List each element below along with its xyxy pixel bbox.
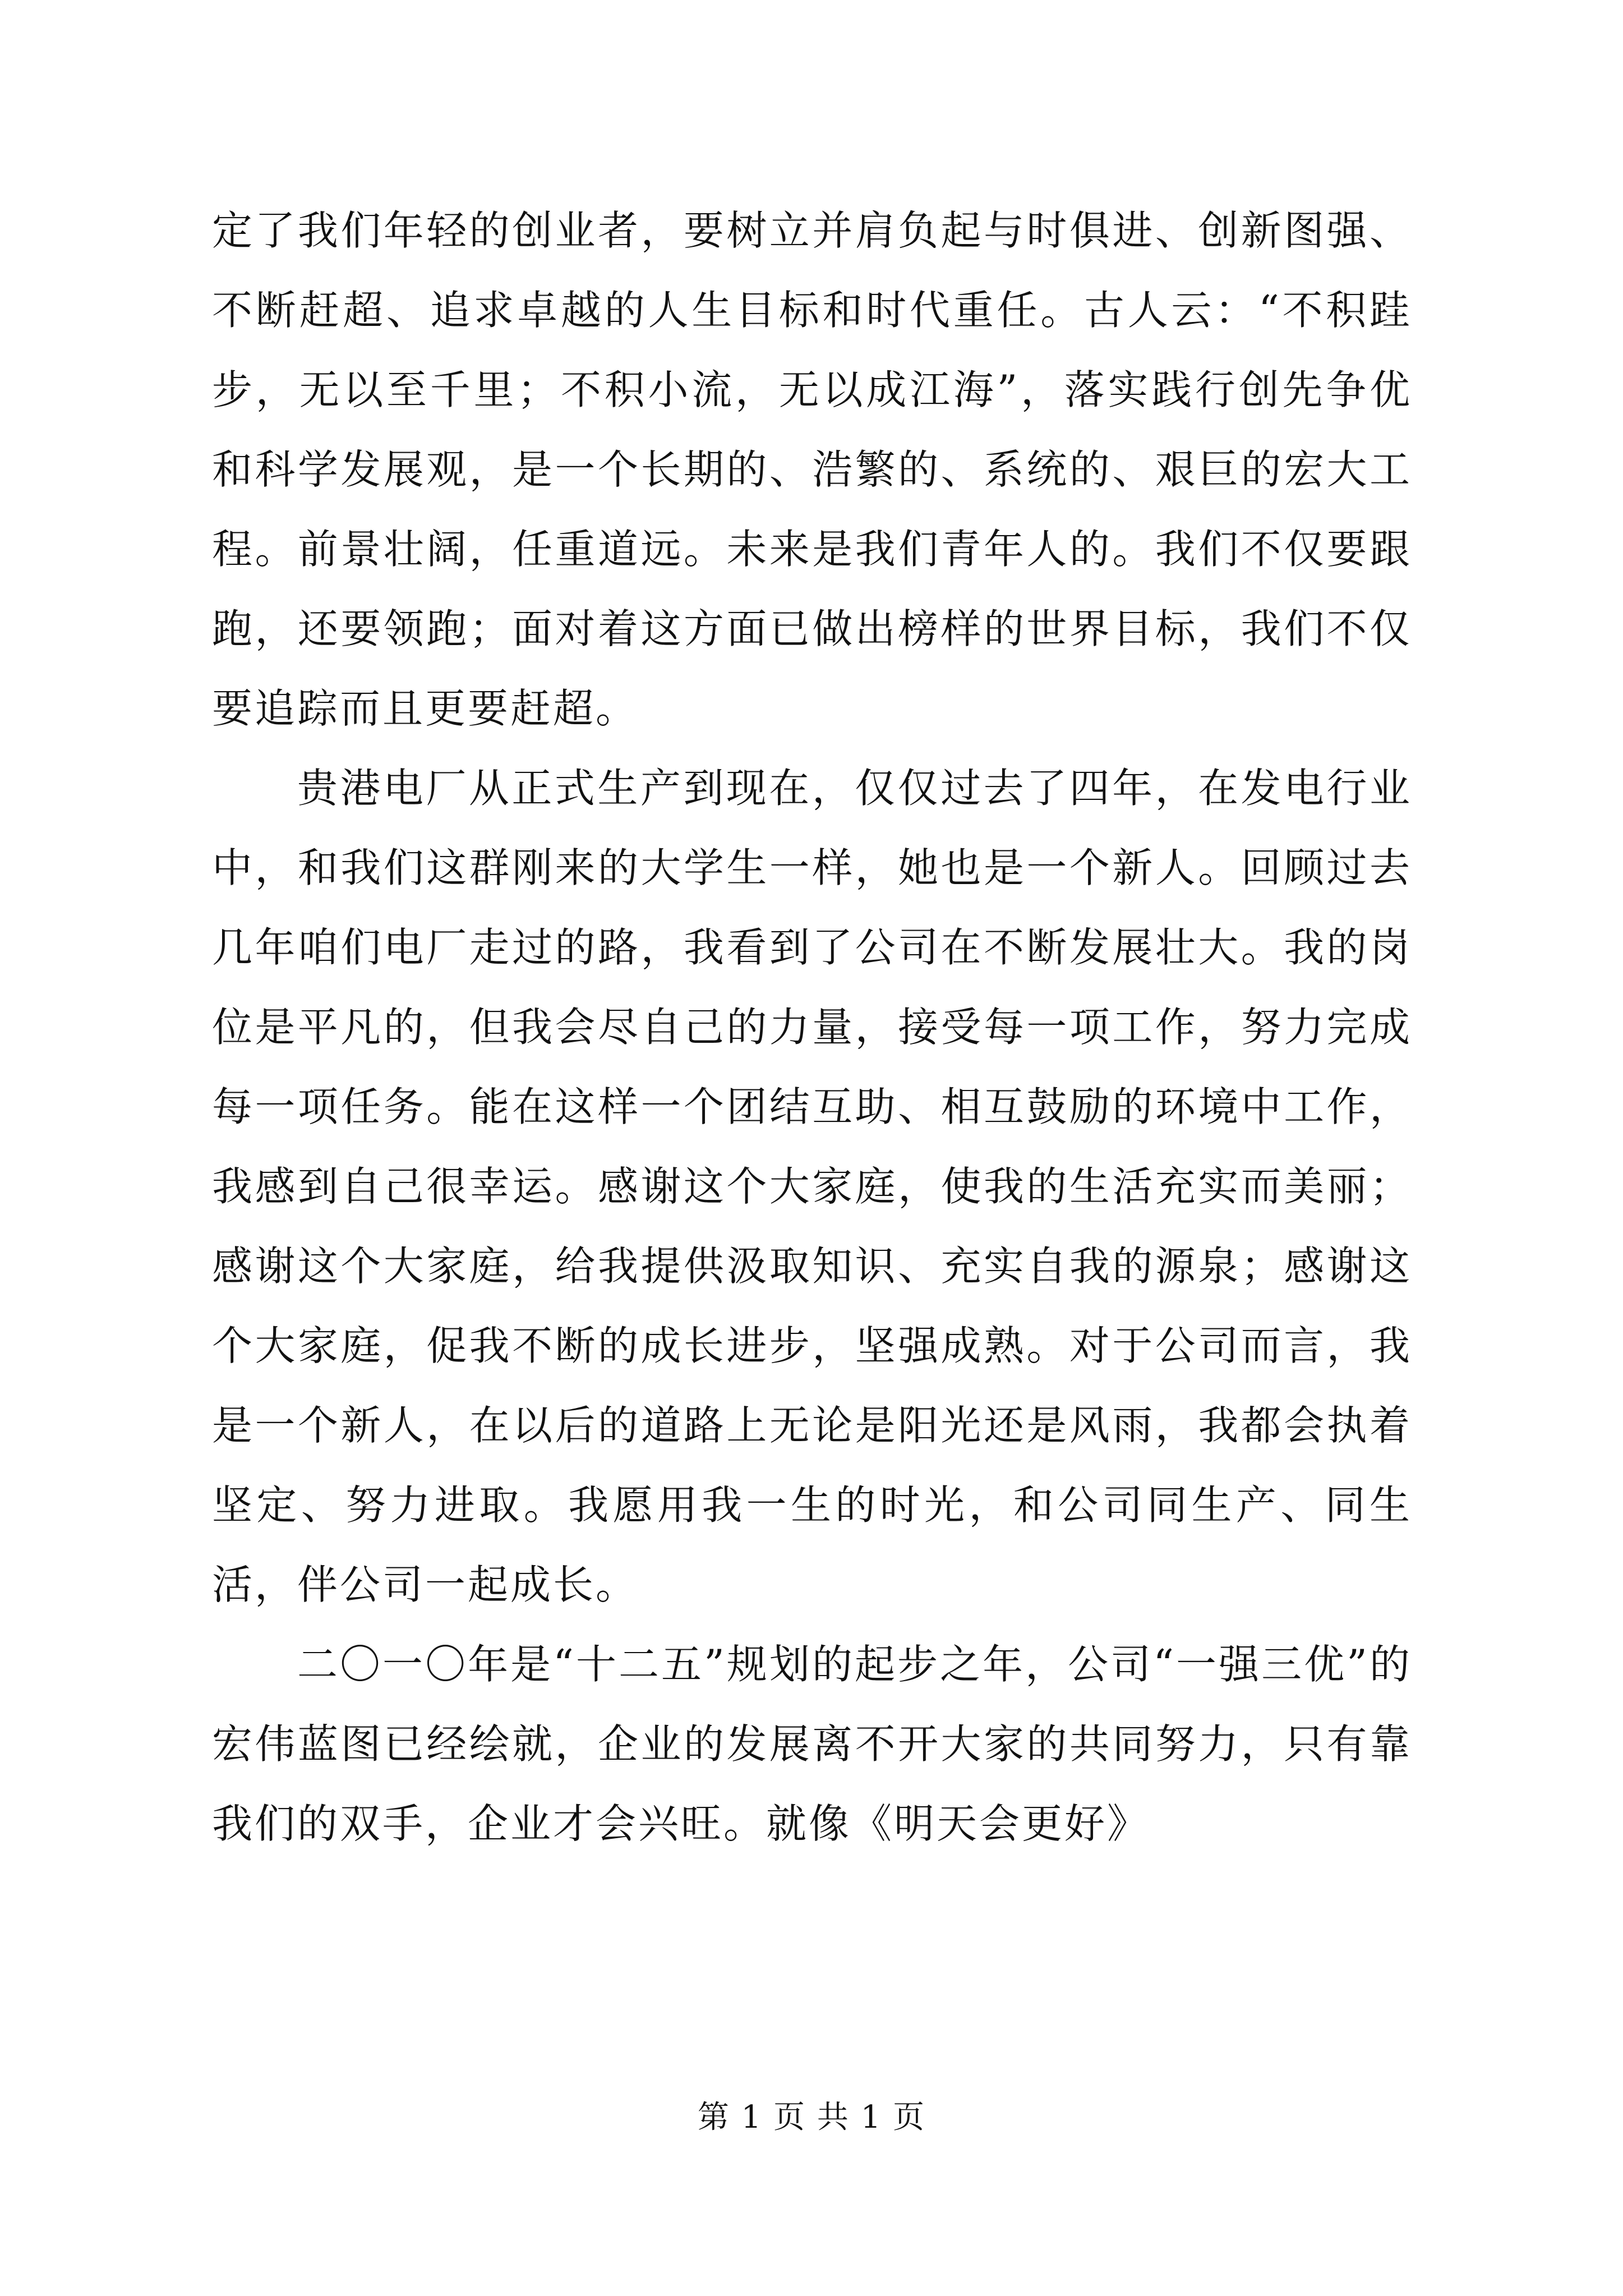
document-body — [212, 191, 1412, 1864]
paragraph-3: 二〇一〇年是“十二五”规划的起步之年，公司“一强三优”的宏伟蓝图已经绘就，企业的发展离不开大家的共同努力，只有靠我们的双手，企业才会兴旺。就像《明天会更好》 — [212, 1641, 1412, 1847]
page-footer: 第 1 页 共 1 页 — [697, 2099, 926, 2136]
paragraph-1: 定了我们年轻的创业者，要树立并肩负起与时俱进、创新图强、不断赶超、追求卓越的人生目标和时代重任。古人云：“不积跬步，无以至千里；不积小流，无以成江海”，落实践行创先争优和科学发展观，是一个长期的、浩繁的、系统的、艰巨的宏大工程。前景壮阔，任重道远。未来是我们青年人的。我们不仅要跟跑，还要领跑；面对着这方面已做出榜样的世界目标，我们不仅要追踪而且更要赶超。 — [212, 207, 1412, 732]
paragraph-2: 贵港电厂从正式生产到现在，仅仅过去了四年，在发电行业中，和我们这群刚来的大学生一样，她也是一个新人。回顾过去几年咱们电厂走过的路，我看到了公司在不断发展壮大。我的岗位是平凡的，但我会尽自己的力量，接受每一项工作，努力完成每一项任务。能在这样一个团结互助、相互鼓励的环境中工作，我感到自己很幸运。感谢这个大家庭，使我的生活充实而美丽；感谢这个大家庭，给我提供汲取知识、充实自我的源泉；感谢这个大家庭，促我不断的成长进步，坚强成熟。对于公司而言，我是一个新人，在以后的道路上无论是阳光还是风雨，我都会执着坚定、努力进取。我愿用我一生的时光，和公司同生产、同生活，伴公司一起成长。 — [212, 765, 1412, 1608]
